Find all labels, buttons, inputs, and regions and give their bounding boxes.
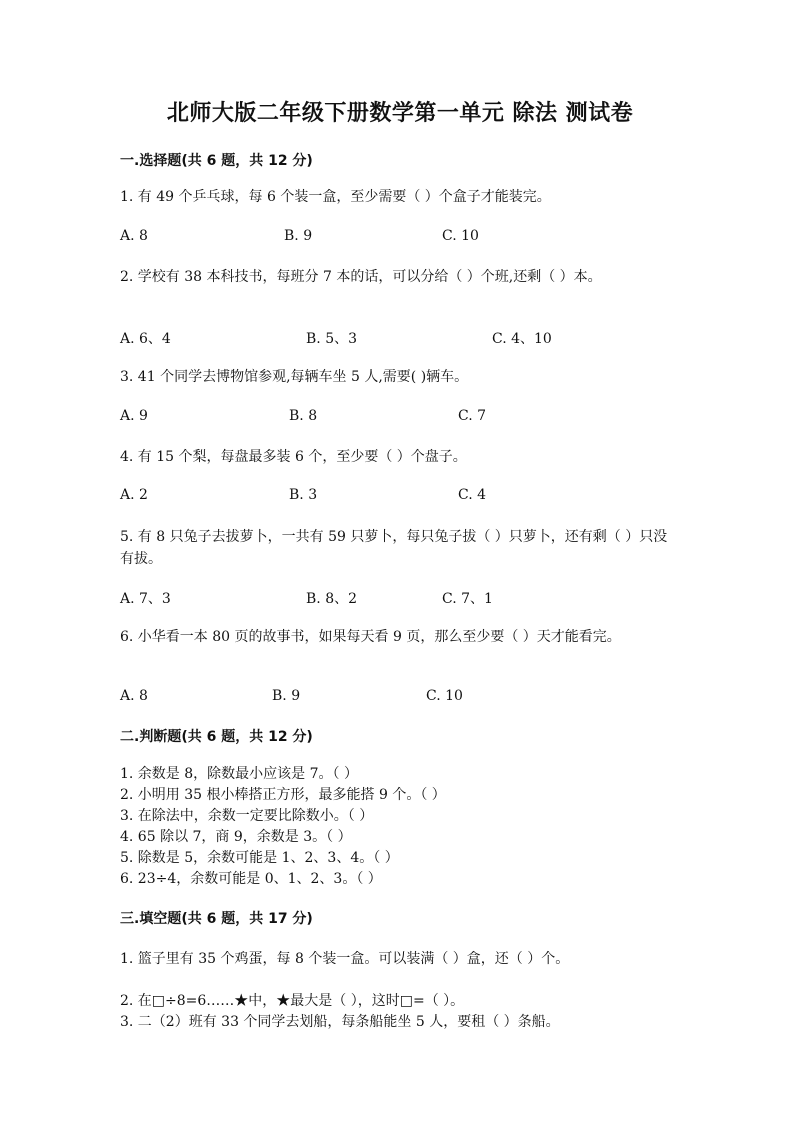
choice-1-option-a: A. 8 bbox=[120, 228, 148, 244]
choice-question-3: 3. 41 个同学去博物馆参观,每辆车坐 5 人,需要( )辆车。 bbox=[120, 369, 469, 385]
choice-question-4: 4. 有 15 个梨，每盘最多装 6 个，至少要（ ）个盘子。 bbox=[120, 449, 467, 465]
choice-question-6: 6. 小华看一本 80 页的故事书，如果每天看 9 页，那么至少要（ ）天才能看完。 bbox=[120, 629, 621, 645]
section-heading-choice: 一.选择题(共 6 题，共 12 分) bbox=[120, 153, 313, 169]
choice-5-option-a: A. 7、3 bbox=[120, 591, 171, 607]
choice-3-option-a: A. 9 bbox=[120, 408, 148, 424]
choice-6-option-b: B. 9 bbox=[272, 688, 301, 704]
fill-item-1: 1. 篮子里有 35 个鸡蛋，每 8 个装一盒。可以装满（ ）盒，还（ ）个。 bbox=[120, 951, 570, 967]
choice-4-option-a: A. 2 bbox=[120, 487, 148, 503]
choice-2-option-c: C. 4、10 bbox=[492, 331, 552, 347]
choice-6-option-c: C. 10 bbox=[426, 688, 463, 704]
choice-2-option-a: A. 6、4 bbox=[120, 331, 171, 347]
choice-4-option-c: C. 4 bbox=[458, 487, 487, 503]
judge-item-4: 4. 65 除以 7，商 9，余数是 3。（ ） bbox=[120, 829, 352, 845]
choice-6-option-a: A. 8 bbox=[120, 688, 148, 704]
choice-1-option-c: C. 10 bbox=[442, 228, 479, 244]
fill-item-3: 3. 二（2）班有 33 个同学去划船，每条船能坐 5 人，要租（ ）条船。 bbox=[120, 1014, 560, 1030]
fill-item-2: 2. 在□÷8=6……★中，★最大是（ ），这时□=（ ）。 bbox=[120, 993, 465, 1009]
choice-question-1: 1. 有 49 个乒乓球，每 6 个装一盒，至少需要（ ）个盒子才能装完。 bbox=[120, 189, 551, 205]
choice-5-option-c: C. 7、1 bbox=[442, 591, 493, 607]
choice-question-5: 5. 有 8 只兔子去拔萝卜，一共有 59 只萝卜，每只兔子拔（ ）只萝卜，还有剩（ ）只没有拔。 bbox=[120, 529, 668, 567]
judge-item-6: 6. 23÷4，余数可能是 0、1、2、3。（ ） bbox=[120, 871, 382, 887]
choice-1-option-b: B. 9 bbox=[284, 228, 313, 244]
choice-3-option-b: B. 8 bbox=[289, 408, 318, 424]
choice-5-option-b: B. 8、2 bbox=[306, 591, 358, 607]
judge-item-1: 1. 余数是 8，除数最小应该是 7。（ ） bbox=[120, 766, 358, 782]
section-heading-judge: 二.判断题(共 6 题，共 12 分) bbox=[120, 729, 313, 745]
choice-3-option-c: C. 7 bbox=[458, 408, 487, 424]
section-heading-fill: 三.填空题(共 6 题，共 17 分) bbox=[120, 911, 313, 927]
choice-2-option-b: B. 5、3 bbox=[306, 331, 358, 347]
choice-question-2: 2. 学校有 38 本科技书，每班分 7 本的话，可以分给（ ）个班,还剩（ ）本。 bbox=[120, 269, 602, 285]
judge-item-2: 2. 小明用 35 根小棒搭正方形，最多能搭 9 个。（ ） bbox=[120, 787, 446, 803]
judge-item-3: 3. 在除法中，余数一定要比除数小。（ ） bbox=[120, 808, 374, 824]
judge-item-5: 5. 除数是 5，余数可能是 1、2、3、4。（ ） bbox=[120, 850, 399, 866]
page-title: 北师大版二年级下册数学第一单元 除法 测试卷 bbox=[166, 101, 634, 126]
choice-4-option-b: B. 3 bbox=[289, 487, 318, 503]
